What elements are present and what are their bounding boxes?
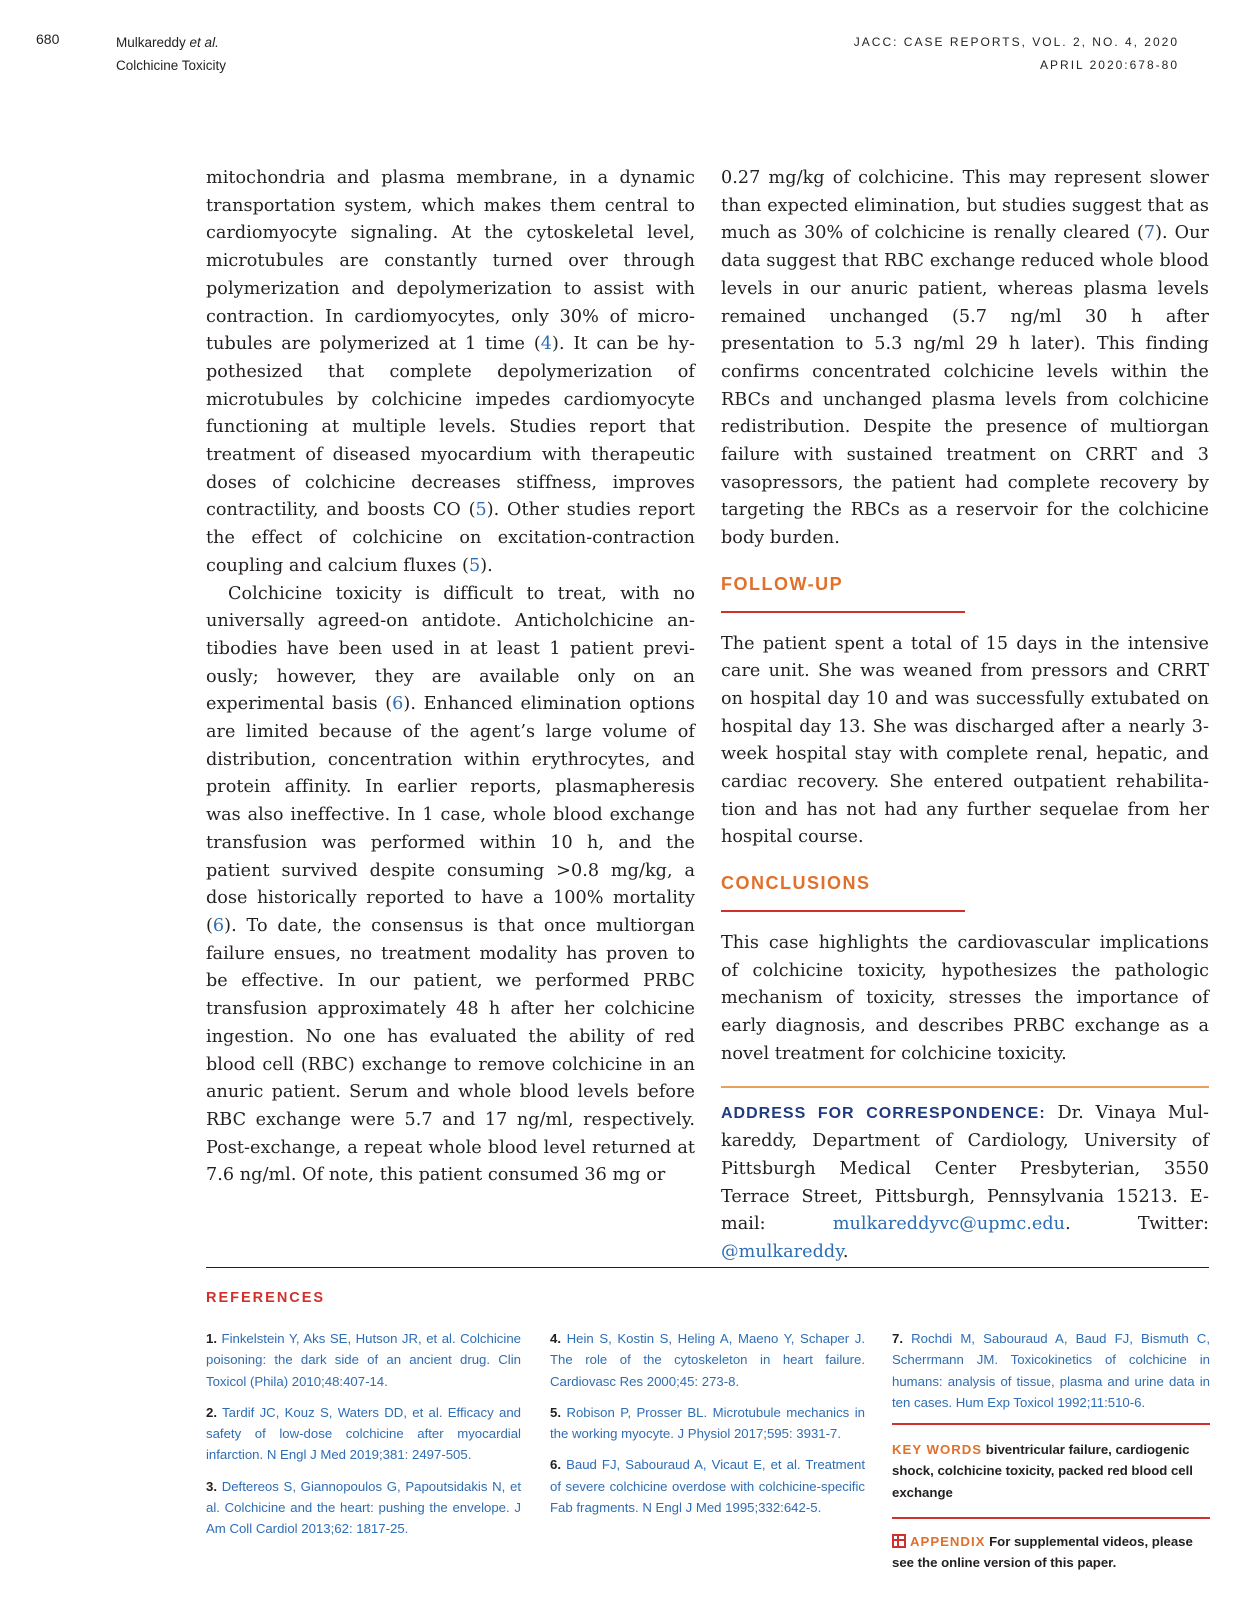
reference-text: Hein S, Kostin S, Heling A, Maeno Y, Schaper J. The role of the cytoskeleton in heart failure. Cardiovasc Res 2000;45: 273-8.: [550, 1331, 865, 1389]
appendix-divider: [892, 1517, 1210, 1519]
appendix-label: APPENDIX: [910, 1534, 986, 1550]
appendix-note: [892, 1531, 1210, 1574]
paragraph: [206, 165, 695, 581]
right-column: [721, 165, 1209, 1267]
reference-number: 7.: [892, 1331, 903, 1346]
conclusions-text: This case highlights the cardiovascular implications of colchicine toxicity, hypothesizes the pathologic mechanism of toxicity, stresses the importance of early diagnosis, and describes PRBC exchange as a novel treatment for colchicine toxicity.: [721, 932, 1209, 1064]
journal-citation: JACC: CASE REPORTS, VOL. 2, NO. 4, 2020: [853, 35, 1179, 49]
citation-link[interactable]: 5: [475, 500, 487, 521]
reference-number: 2.: [206, 1404, 217, 1420]
twitter-label: . Twitter:: [1065, 1214, 1209, 1235]
text-run: ). Our data suggest that RBC exchange reduced whole blood levels in our anuric patient, whereas plasma levels remained unchanged (5.7 ng/ml 30 h after presentation to 5.3 ng/ml 29 h later). This finding confirms concentrated colchicine levels within the RBCs and unchanged plasma levels from colchicine redistribution. Despite the presence of multiorgan failure with sustained treatment on CRRT and 3 vasopressors, the patient had complete recovery by targeting the RBCs as a reservoir for the colchicine body burden.: [721, 223, 1209, 549]
reference-item[interactable]: [550, 1454, 865, 1518]
twitter-link[interactable]: @mulkareddy: [721, 1241, 843, 1262]
text-run: .: [842, 1241, 849, 1262]
section-divider: [721, 910, 965, 912]
keywords-text: biventricular failure, cardiogenic shock, colchicine toxicity, packed red blood cell exchange: [892, 1442, 1193, 1500]
journal-info: [854, 31, 1179, 77]
reference-number: 1.: [206, 1331, 217, 1346]
appendix-grid-icon: [892, 1534, 906, 1548]
journal-pages: APRIL 2020:678-80: [1040, 58, 1179, 72]
reference-text: Baud FJ, Sabouraud A, Vicaut E, et al. Treatment of severe colchicine overdose with colchicine-specific Fab fragments. N Engl J Med 1995;332:642-5.: [550, 1457, 865, 1516]
text-run: ).: [480, 555, 493, 576]
followup-text: The patient spent a total of 15 days in the intensive care unit. She was weaned from pressors and CRRT on hospital day 10 and was successfully extubated on hospital day 13. She was discharged after a nearly 3-week hospital stay with complete renal, hepatic, and cardiac recovery. She entered outpatient rehabilitation and has not had any further sequelae from her hospital course.: [721, 633, 1209, 848]
correspondence: [721, 1100, 1209, 1266]
reference-text: Finkelstein Y, Aks SE, Hutson JR, et al. Colchicine poisoning: the dark side of an ancient drug. Clin Toxicol (Phila) 2010;48:407-14.: [206, 1331, 521, 1389]
reference-item[interactable]: [206, 1328, 521, 1392]
text-run: ). Other studies report the effect of colchicine on excitation-contraction coupling and calcium fluxes (: [206, 500, 696, 576]
keywords-divider: [892, 1423, 1210, 1425]
reference-item[interactable]: [206, 1476, 521, 1540]
text-run: mitochondria and plasma membrane, in a dynamic transportation system, which makes them central to cardiomyocyte signaling. At the cytoskeletal level, microtubules are constantly turned over through polymerization and depolymerization to assist with contraction. In cardiomyocytes, only 30% of microtubules are polymerized at 1 time (: [206, 168, 695, 355]
text-run: 0.27 mg/kg of colchicine. This may represent slower than expected elimination, but studies suggest that as much as 30% of colchicine is renally cleared (: [721, 168, 1209, 244]
paragraph: [206, 581, 695, 1190]
reference-text: Rochdi M, Sabouraud A, Baud FJ, Bismuth C, Scherrmann JM. Toxicokinetics of colchicine in humans: analysis of tissue, plasma and urine data in ten cases. Hum Exp Toxicol 1992;11:510-6.: [892, 1331, 1210, 1410]
short-title: Colchicine Toxicity: [116, 58, 227, 73]
references-column-3: [892, 1328, 1210, 1574]
reference-item[interactable]: [206, 1402, 521, 1466]
page-number: 680: [36, 31, 60, 47]
citation-link[interactable]: 4: [540, 334, 553, 355]
reference-number: 5.: [550, 1404, 561, 1420]
reference-item[interactable]: [550, 1328, 865, 1392]
reference-number: 3.: [206, 1478, 217, 1494]
text-run: Colchicine toxicity is difficult to treat, with no universally agreed-on antidote. Anticholchicine antibodies have been used in at least 1 patient previously; however, they are available only on an experimental basis (: [206, 583, 695, 715]
paragraph: [721, 165, 1209, 553]
keywords-label: KEY WORDS: [892, 1442, 983, 1458]
reference-item[interactable]: [892, 1328, 1210, 1413]
conclusions-heading: CONCLUSIONS: [721, 873, 871, 894]
section-divider: [721, 611, 965, 613]
citation-link[interactable]: 7: [1143, 223, 1156, 244]
correspondence-label: ADDRESS FOR CORRESPONDENCE:: [721, 1105, 1046, 1123]
references-column-2: [550, 1328, 865, 1528]
keywords: [892, 1439, 1210, 1503]
reference-number: 4.: [550, 1331, 561, 1346]
followup-heading: FOLLOW-UP: [721, 573, 844, 594]
citation-link[interactable]: 6: [392, 694, 404, 715]
references-column-1: [206, 1328, 521, 1550]
reference-text: Deftereos S, Giannopoulos G, Papoutsidakis N, et al. Colchicine and the heart: pushing the envelope. J Am Coll Cardiol 2013;62: 1817-25.: [206, 1478, 521, 1537]
author-line: [116, 31, 226, 54]
reference-item[interactable]: [550, 1402, 865, 1445]
text-run: ). It can be hypothesized that complete depolymerization of microtubules by colchicine impedes cardiomyocyte functioning at multiple levels. Studies report that treatment of diseased myocardium with therapeutic doses of colchicine decreases stiffness, improves contractility, and boosts CO (: [206, 334, 695, 521]
text-run: ). To date, the consensus is that once multiorgan failure ensues, no treatment modality has proven to be effective. In our patient, we performed PRBC transfusion approximately 48 h after her colchicine ingestion. No one has evaluated the ability of red blood cell (RBC) exchange to remove colchicine in an anuric patient. Serum and whole blood levels before RBC exchange were 5.7 and 17 ng/ml, respectively. Post-exchange, a repeat whole blood level returned at 7.6 ng/ml. Of note, this patient consumed 36 mg or: [206, 915, 695, 1186]
appendix-text: For supplemental videos, please see the online version of this paper.: [892, 1534, 1193, 1571]
running-head: [116, 31, 226, 77]
authors-etal: et al.: [189, 35, 219, 50]
citation-link[interactable]: 6: [212, 915, 225, 936]
correspondence-divider: [721, 1086, 1209, 1088]
email-link[interactable]: mulkareddyvc@upmc.edu: [832, 1214, 1066, 1235]
authors: Mulkareddy: [116, 35, 186, 50]
text-run: ). Enhanced elimination options are limited because of the agent’s large volume of distribution, concentration within erythrocytes, and protein affinity. In earlier reports, plasmapheresis was also ineffective. In 1 case, whole blood exchange transfusion was performed within 10 h, and the patient survived despite consuming >0.8 mg/kg, a dose historically reported to have a 100% mortality (: [206, 694, 695, 936]
references-heading: REFERENCES: [206, 1290, 326, 1306]
citation-link[interactable]: 5: [468, 555, 481, 576]
reference-text: Robison P, Prosser BL. Microtubule mechanics in the working myocyte. J Physiol 2017;595: 3931-7.: [550, 1404, 865, 1442]
reference-number: 6.: [550, 1457, 561, 1473]
reference-text: Tardif JC, Kouz S, Waters DD, et al. Efficacy and safety of low-dose colchicine after myocardial infarction. N Engl J Med 2019;381: 2497-505.: [206, 1404, 521, 1463]
references-divider: [206, 1267, 1209, 1268]
correspondence-text: Dr. Vinaya Mulkareddy, Department of Cardiology, University of Pittsburgh Medical Center Presbyterian, 3550 Terrace Street, Pittsburgh, Pennsylvania 15213. E-mail:: [721, 1103, 1209, 1235]
left-column: [206, 165, 695, 1190]
